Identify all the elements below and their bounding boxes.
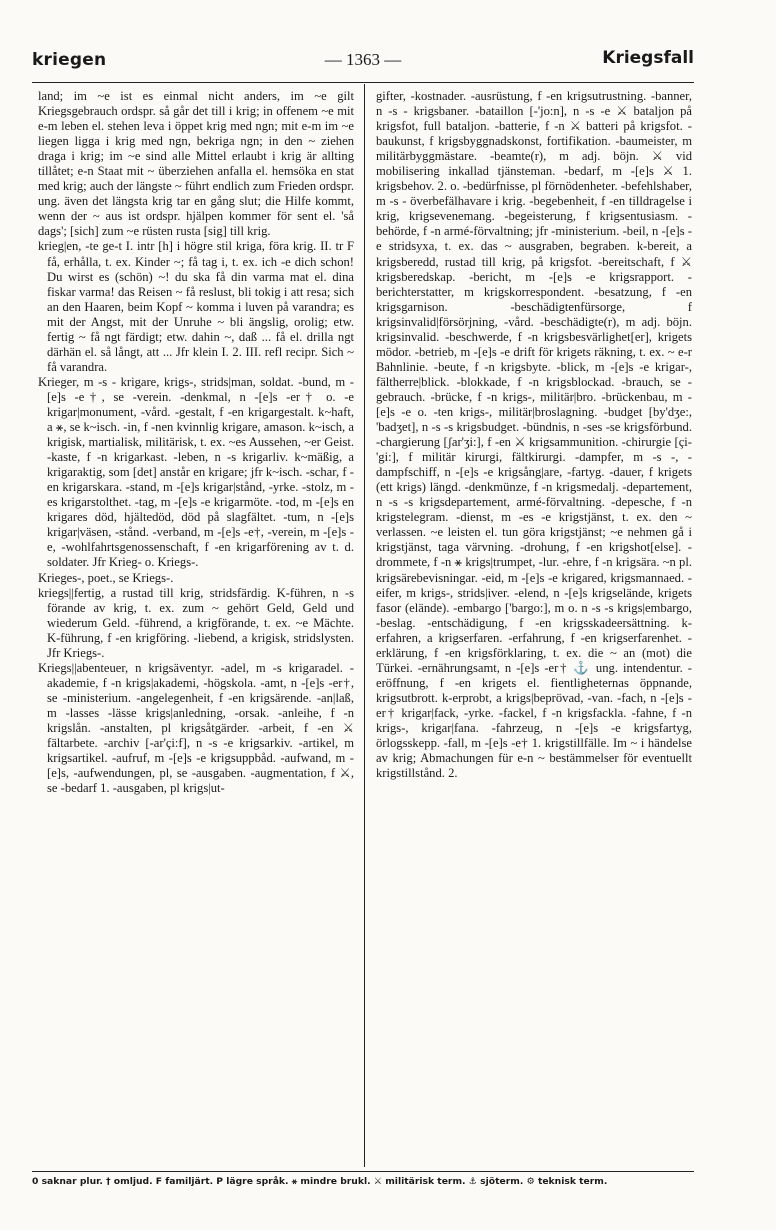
right-guide-word: Kriegsfall [602,48,694,68]
left-column [38,89,354,796]
page-number: — 1363 — [324,50,402,69]
entry-continuation: land; im ~e ist es einmal nicht anders, im ~e gilt Kriegsgebrauch ordspr. så går det till i krig; in offenem ~e mit e-m leben el. stehen leva i öppet krig med ngn; mit e-m im ~e liegen ligga i krig med ngn, bekriga ngn; in den ~ ziehen draga i krig; im ~e sind alle Mittel erlaubt i krig är allting tillåtet; e-n Staat mit ~ überziehen anfalla el. hemsöka en stat med krig; auch der längste ~ führt endlich zum Frieden ordspr. ung. även det längsta krig tar en gång slut; die Hilfe kommt, wenn der ~ aus ist ordspr. hjälpen kommer för sent el. 'så dags'; [sich] zum ~e rüsten rusta [sig] till krig. [38,89,354,239]
page-header [32,44,694,74]
header-rule [32,82,694,83]
entry-continuation-right: gifter, -kostnader. -ausrüstung, f -en krigsutrustning. -banner, n -s - krigsbaner. -bataillon [-'jo:n], n -s -e ⚔ bataljon på krigsfot, full bataljon. -batterie, f -n ⚔ batteri på krigsfot. -baukunst, f krigsbyggnadskonst, fortifikation. -baumeister, m militärbyggmästare. -beamte(r), m adj. böjn. ⚔ vid mobilisering inkallad tjänsteman. -bedarf, m -[e]s ⚔ 1. krigsbehov. 2. o. -bedürfnisse, pl förnödenheter. -befehlshaber, m -s - överbefälhavare i krig. -begebenheit, f -en tilldragelse i krig, krigsevenemang. -begeisterung, f krigsentusiasm. -behörde, f -n armé-förvaltning; jfr -ministerium. -beil, n -[e]s -e stridsyxa, t. ex. das ~ ausgraben, begraben. k-bereit, a krigsberedd, rustad till krig, på krigsfot. -bereitschaft, f ⚔ krigsberedskap. -bericht, m -[e]s -e krigsrapport. -berichterstatter, m krigskorrespondent. -besatzung, f -en krigsgarnison. -beschädigtenfürsorge, f krigsinvalid|försörjning, -vård. -beschädigte(r), m adj. böjn. krigsinvalid. -beschwerde, f -n krigsbesvärlighet[er], krigets mödor. -betrieb, m -[e]s -e drift för krigets räkning, t. ex. ~ e-r Bahnlinie. -beute, f -n krigsbyte. -blick, m -[e]s -e krigar-, fältherre|blick. -blokkade, f -n krigsblockad. -brauch, se -gebrauch. -brücke, f -n krigs-, militär|bro. -brückenbau, m -[e]s -e o. -ten krigs-, militär|broslagning. -budget [by'dʒe:, 'badʒet], n -s -s krigsbudget. -bündnis, n -ses -se krigsförbund. -chargierung [ʃar'ʒi:], f -en ⚔ krigsammunition. -chirurgie [çi-'gi:], f militär kirurgi, fältkirurgi. -dampfer, m -s -, -dampfschiff, n -[e]s -e krigsång|are, -fartyg. -dauer, f krigets (ett krigs) längd. -denkmünze, f -n krigsmedalj. -departement, n -s -s krigsdepartement, armé-förvaltning. -depesche, f -n krigstelegram. -dienst, m -es -e krigstjänst, t. ex. den ~ verlassen. ~e leisten el. tun göra krigstjänst; ~e nehmen gå i krigstjänst, taga värvning. -drohung, f -en krigshot[else]. -drommete, f -n ⚹ krigs|trumpet, -lur. -ehre, f -n krigsära. ~n pl. krigsärebevisningar. -eid, m -[e]s -e krigared, krigsmannaed. -eifer, m krigs-, strids|iver. -elend, n -[e]s krigselände, krigets fasor (elände). -embargo ['bargo:], m o. n -s -s krigs|embargo, -beslag. -entschädigung, f -en krigsskadeersättning. k-erfahren, a krigserfaren. -erfahrung, f -en krigserfarenhet. -erklärung, f -en krigsförklaring, t. ex. die ~ an (mot) die Türkei. -ernährungsamt, n -[e]s -er† ⚓ ung. intendentur. -eröffnung, f -en krigets el. fientligheternas öppnande, krigsutbrott. k-erprobt, a krigs|beprövad, -van. -fach, n -[e]s -er† krigar|fack, -yrke. -fackel, f -n krigsfackla. -fahne, f -n krigs-, krigar|fana. -fahrzeug, n -[e]s -e krigsfartyg, örlogsskepp. -fall, m -[e]s -e† 1. krigstillfälle. Im ~ i händelse av krig; Abmachungen für e-n ~ bestämmelser för eventuellt krigstillstånd. 2. [376,89,692,781]
entry-krieger: Krieger, m -s - krigare, krigs-, strids|man, soldat. -bund, m -[e]s -e†, se -verein. -denkmal, n -[e]s -er† o. -e krigar|monument, -vård. -gestalt, f -en krigargestalt. k~haft, a ⚹, se k~isch. -in, f -nen kvinnlig krigare, amason. k~isch, a krigisk, martialisk, militärisk, t. ex. ~es Aussehen, ~er Geist. -kaste, f -n krigarkast. -leben, n -s krigarliv. k~mäßig, a krigaraktig, som [det] anstår en krigare; jfr k~isch. -schar, f -en krigarskara. -stand, m -[e]s krigar|stånd, -yrke. -stolz, m -es krigarstolthet. -tag, m -[e]s -e krigarmöte. -tod, m -[e]s en krigares död, hjältedöd, död på slagfältet. -tum, n -[e]s krigar|väsen, -stånd. -verband, m -[e]s -e†, -verein, m -[e]s -e, -wohlfahrtsgenossenschaft, f -en krigarförening av t. d. soldater. Jfr Krieg- o. Kriegs-. [38,374,354,570]
right-column [376,89,692,781]
entry-kriegen: krieg|en, -te ge-t I. intr [h] i högre stil kriga, föra krig. II. tr F få, erhålla, t. ex. Kinder ~; få tag i, t. ex. ich -e dich schon! Du wirst es (schön) ~! du ska få din varma mat el. dina fiskar varma! das Reisen ~ få reslust, bli tokig i att resa; sich an den Haaren, beim Kopf ~ komma i luven på varandra; es mit der Angst, mit der Unruhe ~ bli ängslig, orolig; etw. fertig ~ få ngt färdigt; etw. dahin ~, daß ... få el. drilla ngt därhän el. så långt, att ... Jfr klein I. 2. III. refl recipr. Sich ~ få varandra. [38,239,354,374]
footer-rule [32,1171,694,1172]
left-guide-word: kriegen [32,50,107,70]
entry-kriegsfertig: kriegs||fertig, a rustad till krig, stridsfärdig. K-führen, n -s förande av krig, t. ex. zum ~ gehört Geld, Geld und wiederum Geld. -führend, a krigförande, t. ex. ~e Mächte. K-führung, f -en krigföring. -liebend, a krigisk, stridslysten. Jfr Kriegs-. [38,585,354,660]
entry-kriegsabenteuer: Kriegs||abenteuer, n krigsäventyr. -adel, m -s krigaradel. -akademie, f -n krigs|akademi, -högskola. -amt, n -[e]s -er†, se -ministerium. -angelegenheit, f -en krigsärende. -an|laß, m -lasses -lässe krigs|anledning, -orsak. -anleihe, f -n krigslån. -anstalten, pl krigsåtgärder. -arbeit, f -en ⚔ fältarbete. -archiv [-ar'çi:f], n -s -e krigsarkiv. -artikel, m krigsartikel. -aufruf, m -[e]s -e krigsuppbåd. -aufwand, m -[e]s, -aufwendungen, pl, se -ausgaben. -augmentation, f ⚔, se -bedarf 1. -ausgaben, pl krigs|ut- [38,660,354,796]
abbreviation-legend: 0 saknar plur. † omljud. F familjärt. P lägre språk. ⚹ mindre brukl. ⚔ militärisk term. ⚓ sjöterm. ⚙ teknisk term. [32,1176,608,1187]
column-divider [364,84,365,1167]
entry-krieges: Krieges-, poet., se Kriegs-. [38,570,174,585]
